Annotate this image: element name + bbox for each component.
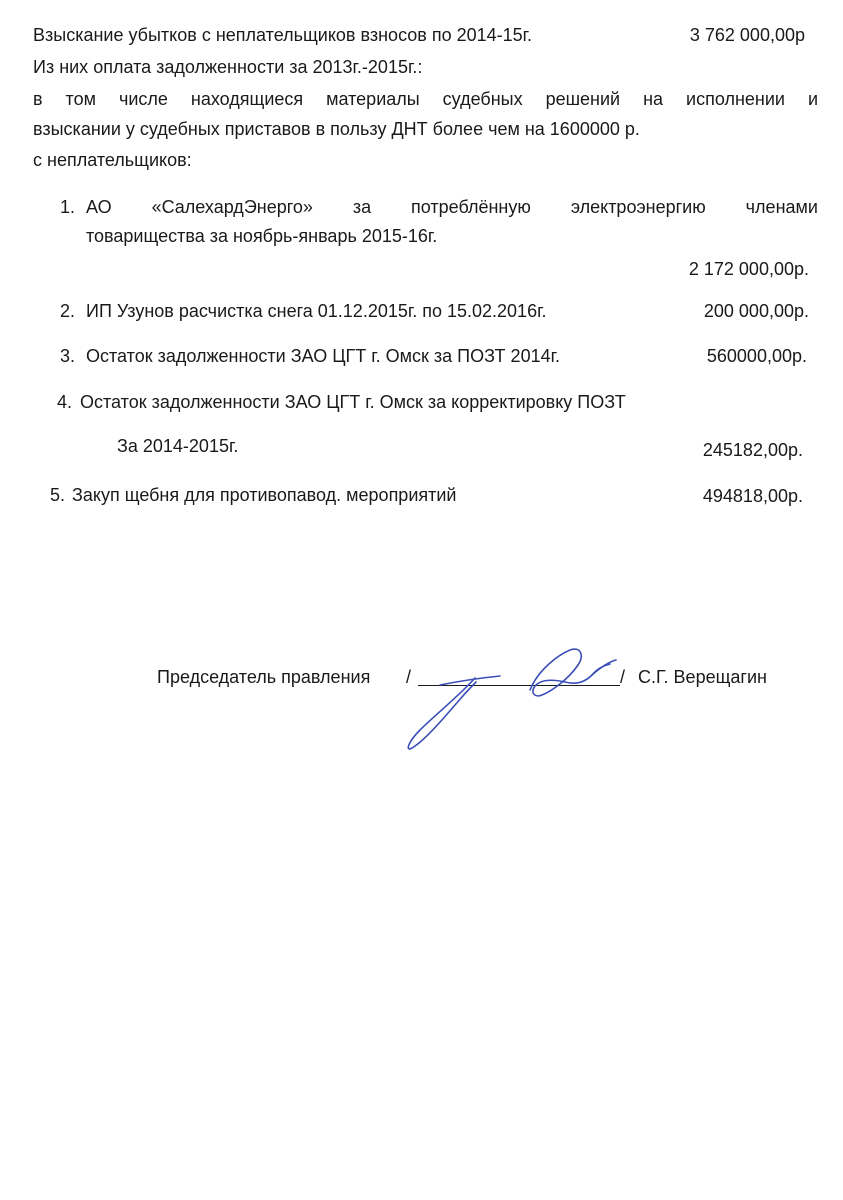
item-4-line-2: За 2014-2015г. bbox=[117, 436, 239, 456]
court-line-2: взыскании у судебных приставов в пользу ДНТ более чем на 1600000 р. bbox=[33, 119, 640, 139]
item-4-amount: 245182,00р. bbox=[702, 440, 803, 460]
item-5-text: Закуп щебня для противопавод. мероприятий bbox=[72, 485, 457, 505]
item-1-word: АО bbox=[86, 197, 112, 217]
handwritten-signature bbox=[380, 630, 640, 770]
item-1-word: «СалехардЭнерго» bbox=[151, 197, 313, 217]
signature-title: Председатель правления bbox=[157, 667, 371, 687]
item-1-line-2: товарищества за ноябрь-январь 2015-16г. bbox=[86, 226, 438, 246]
signature-stroke bbox=[408, 676, 500, 749]
item-2-amount: 200 000,00р. bbox=[703, 301, 809, 321]
item-4-number: 4. bbox=[57, 392, 73, 412]
item-4-text: Остаток задолженности ЗАО ЦГТ г. Омск за корректировку ПОЗТ bbox=[80, 392, 626, 412]
signature-stroke bbox=[530, 649, 616, 696]
recovery-label: Взыскание убытков с неплательщиков взносов по 2014-15г. bbox=[33, 25, 533, 45]
item-2-number: 2. bbox=[60, 301, 76, 321]
from-debtors-label: с неплательщиков: bbox=[33, 150, 192, 170]
paid-debt-label: Из них оплата задолженности за 2013г.-2015г.: bbox=[33, 57, 423, 77]
item-1-word: электроэнергию bbox=[570, 197, 706, 217]
signatory-name: С.Г. Верещагин bbox=[638, 667, 767, 687]
item-1-word: членами bbox=[745, 197, 818, 217]
item-1-word: за bbox=[352, 197, 372, 217]
signature-slash-close: / bbox=[620, 667, 626, 687]
item-5-amount: 494818,00р. bbox=[702, 486, 803, 506]
item-1-amount: 2 172 000,00р. bbox=[688, 259, 809, 279]
item-1-line-1 bbox=[86, 196, 818, 218]
recovery-amount: 3 762 000,00р bbox=[689, 25, 805, 45]
court-line-1: в том числе находящиеся материалы судебных решений на исполнении и bbox=[33, 89, 818, 109]
signature-slash-open: / bbox=[406, 667, 412, 687]
item-1-word: потреблённую bbox=[411, 197, 531, 217]
item-3-amount: 560000,00р. bbox=[706, 346, 807, 366]
item-3-number: 3. bbox=[60, 346, 76, 366]
item-1-number: 1. bbox=[60, 197, 76, 217]
item-2-text: ИП Узунов расчистка снега 01.12.2015г. по 15.02.2016г. bbox=[86, 301, 547, 321]
item-3-text: Остаток задолженности ЗАО ЦГТ г. Омск за ПОЗТ 2014г. bbox=[86, 346, 560, 366]
item-5-number: 5. bbox=[50, 485, 66, 505]
